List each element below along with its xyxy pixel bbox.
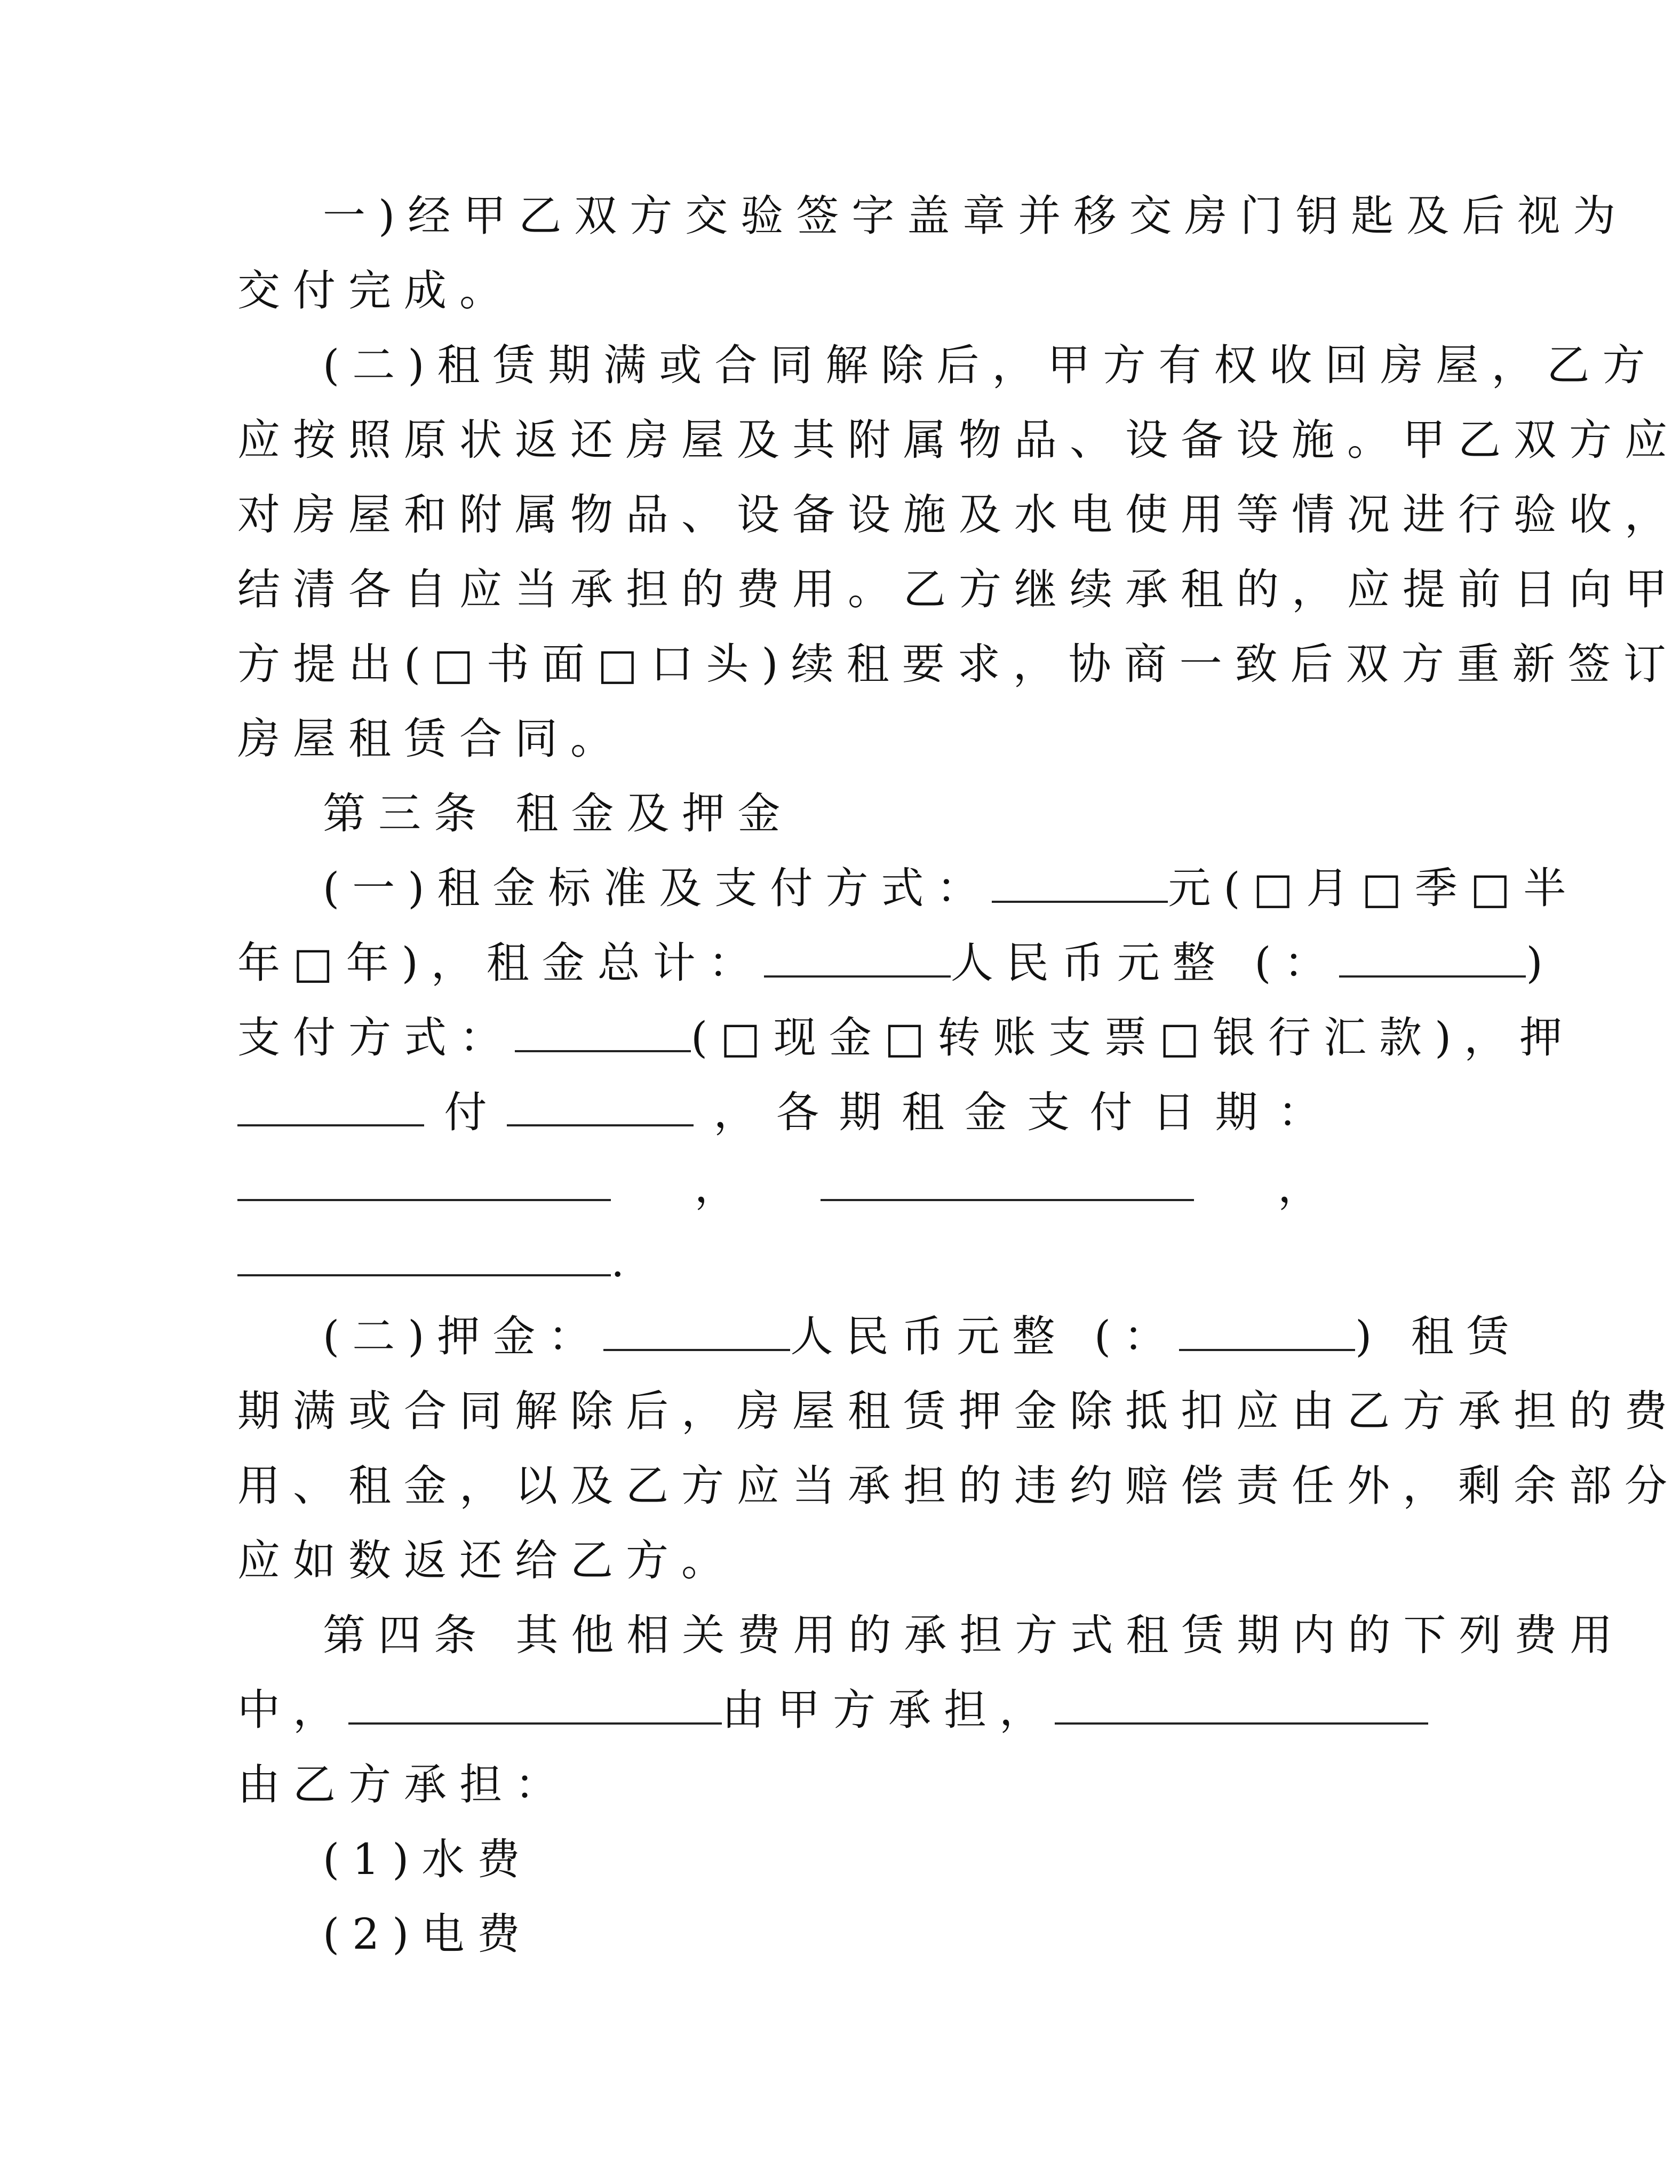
text-line: 应如数返还给乙方。 bbox=[237, 1536, 737, 1585]
deposit-months-blank[interactable] bbox=[237, 1086, 424, 1126]
paren-close: ) bbox=[1526, 938, 1556, 988]
text-line: 应按照原状返还房屋及其附属物品、设备设施。甲乙双方应 bbox=[237, 415, 1680, 465]
deposit-payment-line bbox=[237, 1086, 1320, 1139]
party-a-bears: 由甲方承担， bbox=[722, 1685, 1055, 1735]
rmb-label: 人民币元整 (： bbox=[950, 938, 1340, 988]
char: 期 bbox=[1215, 1087, 1258, 1137]
text-line: 对房屋和附属物品、设备设施及水电使用等情况进行验收， bbox=[237, 490, 1680, 539]
rent-total-line bbox=[237, 936, 1556, 990]
party-b-fees-blank[interactable] bbox=[1055, 1684, 1428, 1725]
payment-dates-line bbox=[237, 1161, 1320, 1214]
rent-standard-line bbox=[323, 862, 1579, 915]
char: 各 bbox=[776, 1087, 819, 1137]
text-line: 期满或合同解除后，房屋租赁押金除抵扣应由乙方承担的费 bbox=[237, 1386, 1680, 1436]
rmb-label: 人民币元整 (： bbox=[790, 1312, 1180, 1361]
deposit-tail: ) 租赁 bbox=[1355, 1312, 1522, 1361]
payment-options: (□现金□转账支票□银行汇款)，押 bbox=[691, 1013, 1575, 1062]
rent-period-options: 元(□月□季□半 bbox=[1168, 863, 1579, 913]
payment-method-label: 支付方式： bbox=[237, 1013, 515, 1062]
list-item: (1)水费 bbox=[323, 1834, 533, 1884]
text-line: 用、租金，以及乙方应当承担的违约赔偿责任外，剩余部分 bbox=[237, 1461, 1680, 1511]
rent-total-uppercase-blank[interactable] bbox=[1339, 937, 1526, 978]
comma: ， bbox=[694, 1162, 737, 1212]
period-options-cont: 年□年)，租金总计： bbox=[237, 938, 764, 988]
rent-total-blank[interactable] bbox=[764, 937, 951, 978]
period: . bbox=[611, 1237, 638, 1286]
comma: ， bbox=[713, 1087, 757, 1137]
payment-date-blank-3[interactable] bbox=[237, 1236, 611, 1276]
deposit-amount-blank[interactable] bbox=[603, 1311, 790, 1351]
party-a-fees-blank[interactable] bbox=[348, 1684, 722, 1725]
colon: ： bbox=[1278, 1087, 1320, 1137]
text-line: 结清各自应当承担的费用。乙方继续承租的，应提前日向甲 bbox=[237, 565, 1680, 614]
char: 期 bbox=[839, 1087, 882, 1137]
deposit-label: (二)押金： bbox=[323, 1312, 604, 1361]
payment-date-blank-1[interactable] bbox=[237, 1161, 611, 1201]
payment-dates-line-end bbox=[237, 1235, 1320, 1289]
char: 支 bbox=[1027, 1087, 1070, 1137]
payment-method-line bbox=[237, 1011, 1575, 1065]
section-heading: 第三条 租金及押金 bbox=[323, 789, 793, 838]
pay-months-blank[interactable] bbox=[507, 1086, 694, 1126]
payment-method-blank[interactable] bbox=[515, 1012, 691, 1052]
text-line: (二)租赁期满或合同解除后，甲方有权收回房屋，乙方 bbox=[323, 340, 1658, 390]
section-heading: 第四条 其他相关费用的承担方式租赁期内的下列费用 bbox=[323, 1610, 1626, 1660]
char: 租 bbox=[902, 1087, 944, 1137]
comma: ， bbox=[1277, 1162, 1320, 1212]
list-item: (2)电费 bbox=[323, 1909, 533, 1959]
text-line: 由乙方承担： bbox=[237, 1760, 570, 1809]
rent-label: (一)租金标准及支付方式： bbox=[323, 863, 992, 913]
deposit-line bbox=[323, 1310, 1522, 1363]
char: 付 bbox=[1089, 1087, 1133, 1137]
rent-amount-blank[interactable] bbox=[992, 862, 1168, 903]
payment-date-blank-2[interactable] bbox=[821, 1161, 1194, 1201]
text-line: 房屋租赁合同。 bbox=[237, 714, 626, 764]
deposit-uppercase-blank[interactable] bbox=[1179, 1311, 1355, 1351]
pay-word: 付 bbox=[444, 1087, 487, 1137]
text-line: 方提出(□书面□口头)续租要求，协商一致后双方重新签订 bbox=[237, 639, 1679, 689]
text-line: 交付完成。 bbox=[237, 266, 515, 315]
fees-allocation-line bbox=[237, 1683, 1320, 1737]
char: 金 bbox=[964, 1087, 1007, 1137]
middle-word: 中， bbox=[237, 1685, 348, 1735]
text-line: 一)经甲乙双方交验签字盖章并移交房门钥匙及后视为 bbox=[323, 191, 1629, 241]
char: 日 bbox=[1152, 1087, 1195, 1137]
